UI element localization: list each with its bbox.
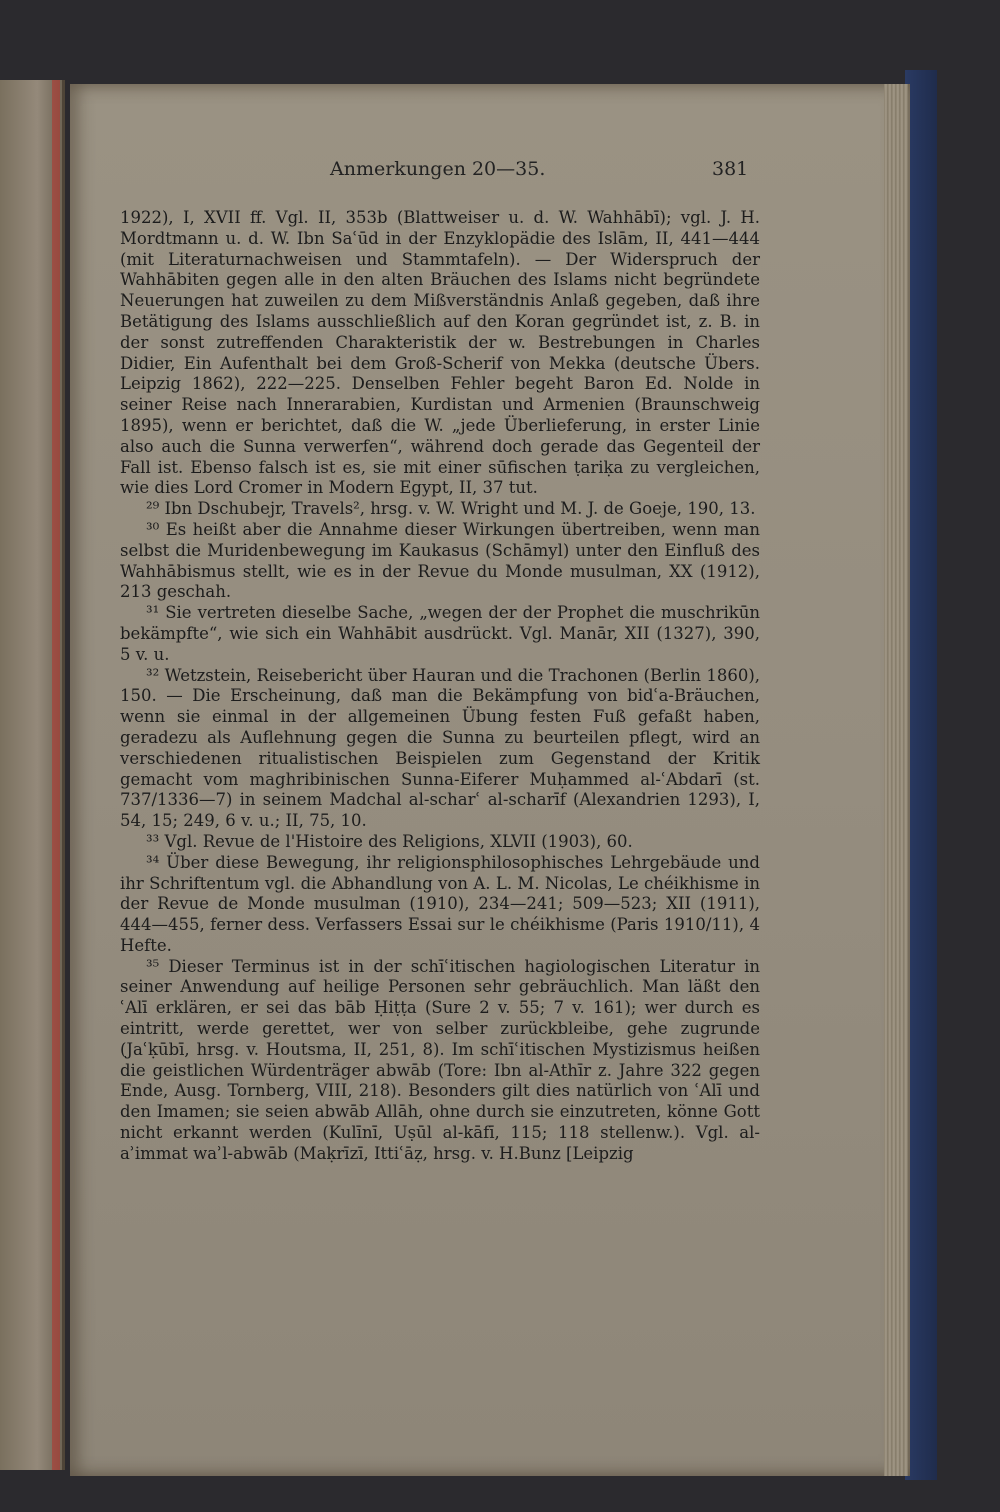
red-page-edge <box>52 80 60 1470</box>
note-31: ³¹ Sie vertreten dieselbe Sache, „wegen der der Prophet die muschrikūn bekämpfte“, wie sich ein Wahhābit ausdrückt. Vgl. Manār, XII (1327), 390, 5 v. u. <box>120 603 760 664</box>
page-number: 381 <box>712 158 749 180</box>
note-32: ³² Wetzstein, Reisebericht über Hauran und die Trachonen (Berlin 1860), 150. — Die Erscheinung, daß man die Bekämpfung von bidʿa-Bräuchen, wenn sie einmal in der allgemeinen Übung festen Fuß gefaßt haben, geradezu als Auflehnung gegen die Sunna zu beurteilen pflegt, wird an verschiedenen ritualistischen Beispielen zum Gegenstand der Kritik gemacht vom maghribinischen Sunna-Eiferer Muḥammed al-ʿAbdarī (st. 737/1336—7) in seinem Madchal al-scharʿ al-scharīf (Alexandrien 1293), I, 54, 15; 249, 6 v. u.; II, 75, 10. <box>120 665 760 831</box>
note-35: ³⁵ Dieser Terminus ist in der schīʿitischen hagiologischen Literatur in seiner Anwendung auf heilige Personen sehr gebräuchlich. Man läßt den ʿAlī erklären, er sei das bāb Ḥiṭṭa (Sure 2 v. 55; 7 v. 161); wer durch es eintritt, werde gerettet, wer von selber zurückbleibe, gehe zugrunde (Jaʿḳūbī, hrsg. v. Houtsma, II, 251, 8). Im schīʿitischen Mystizismus heißen die geistlichen Würdenträger abwāb (Tore: Ibn al-Athīr z. Jahre 322 gegen Ende, Ausg. Tornberg, VIII, 218). Besonders gilt dies natürlich von ʿAlī und den Imamen; sie seien abwāb Allāh, ohne durch sie einzutreten, könne Gott nicht erkannt werden (Kulīnī, Uṣūl al-kāfī, 115; 118 stellenw.). Vgl. al-aʾimmat waʾl-abwāb (Maḳrīzī, Ittiʿāẓ, hrsg. v. H.Bunz [Leipzig <box>120 956 760 1163</box>
note-30: ³⁰ Es heißt aber die Annahme dieser Wirkungen übertreiben, wenn man selbst die Muridenbewegung im Kaukasus (Schāmyl) unter den Einfluß des Wahhābismus stellt, wie es in der Revue du Monde musulman, XX (1912), 213 geschah. <box>120 519 760 602</box>
footnotes-body <box>120 208 760 1165</box>
note-34: ³⁴ Über diese Bewegung, ihr religionsphilosophisches Lehrgebäude und ihr Schriftentum vgl. die Abhandlung von A. L. M. Nicolas, Le chéikhisme in der Revue de Monde musulman (1910), 234—241; 509—523; XII (1911), 444—455, ferner dess. Verfassers Essai sur le chéikhisme (Paris 1910/11), 4 Hefte. <box>120 852 760 955</box>
paragraph-continuation: 1922), I, XVII ff. Vgl. II, 353b (Blattweiser u. d. W. Wahhābī); vgl. J. H. Mordtmann u. d. W. Ibn Saʿūd in der Enzyklopädie des Islām, II, 441—444 (mit Literaturnachweisen und Stammtafeln). — Der Widerspruch der Wahhābiten gegen alle in den alten Bräuchen des Islams nicht begründete Neuerungen hat zuweilen zu dem Mißverständnis Anlaß gegeben, daß ihre Betätigung des Islams ausschließlich auf den Koran gegründet ist, z. B. in der sonst zutreffenden Charakteristik der w. Bestrebungen in Charles Didier, Ein Aufenthalt bei dem Groß-Scherif von Mekka (deutsche Übers. Leipzig 1862), 222—225. Denselben Fehler begeht Baron Ed. Nolde in seiner Reise nach Innerarabien, Kurdistan und Armenien (Braunschweig 1895), wenn er berichtet, daß die W. „jede Überlieferung, in erster Linie also auch die Sunna verwerfen“, während doch gerade das Gegenteil der Fall ist. Ebenso falsch ist es, sie mit einer sūfischen ṭariḳa zu vergleichen, wie dies Lord Cromer in Modern Egypt, II, 37 tut. <box>120 208 760 498</box>
running-title: Anmerkungen 20—35. <box>330 158 546 180</box>
note-33: ³³ Vgl. Revue de l'Histoire des Religions, XLVII (1903), 60. <box>146 831 633 851</box>
page-stack-edge <box>884 84 908 1476</box>
note-29: ²⁹ Ibn Dschubejr, Travels², hrsg. v. W. Wright und M. J. de Goeje, 190, 13. <box>146 499 756 519</box>
left-page-edge <box>0 80 65 1470</box>
